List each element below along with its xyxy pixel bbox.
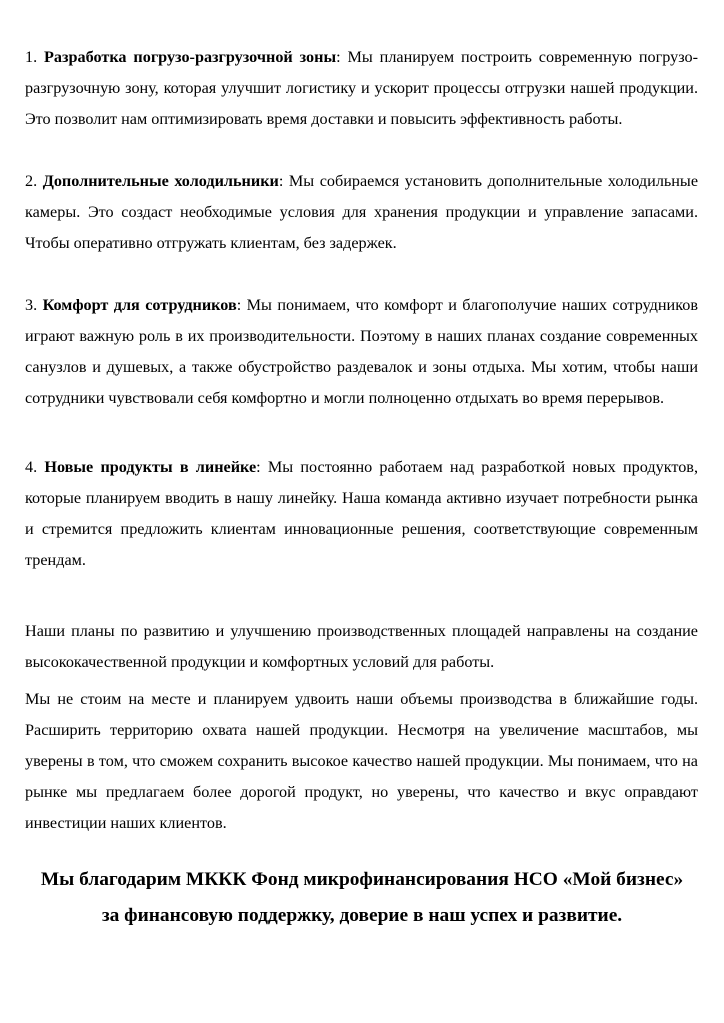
plan-item-number: 2. [25, 172, 38, 190]
thanks-statement [0, 862, 724, 934]
plan-item-text: : Мы постоянно работаем над разработкой новых продуктов, которые планируем вводить в нашу линейку. Наша команда активно изучает потребности рынка и стремится предложить клиентам инновационные решения, соответствующие современным трендам. [25, 458, 698, 569]
plan-item-3 [25, 290, 698, 414]
plan-item-title: Разработка погрузо-разгрузочной зоны [44, 48, 337, 66]
plan-item-1 [25, 42, 698, 135]
plan-item-title: Комфорт для сотрудников [42, 296, 237, 314]
document-body [25, 42, 698, 839]
outlook-paragraph: Мы не стоим на месте и планируем удвоить наши объемы производства в ближайшие годы. Расширить территорию охвата нашей продукции. Несмотря на увеличение масштабов, мы уверены в том, что сможем сохранить высокое качество нашей продукции. Мы понимаем, что на рынке мы предлагаем более дорогой продукт, но уверены, что качество и вкус оправдают инвестиции наших клиентов. [25, 690, 698, 832]
plan-item-text: : Мы собираемся установить дополнительные холодильные камеры. Это создаст необходимые условия для хранения продукции и управление запасами. Чтобы оперативно отгружать клиентам, без задержек. [25, 172, 698, 252]
plan-item-number: 3. [25, 296, 38, 314]
plan-item-title: Дополнительные холодильники [42, 172, 279, 190]
plan-item-text: : Мы понимаем, что комфорт и благополучие наших сотрудников играют важную роль в их производительности. Поэтому в наших планах создание современных санузлов и душевых, а также обустройство раздевалок и зоны отдыха. Мы хотим, чтобы наши сотрудники чувствовали себя комфортно и могли полноценно отдыхать во время перерывов. [25, 296, 698, 407]
plan-item-number: 1. [25, 48, 38, 66]
plan-item-title: Новые продукты в линейке [44, 458, 257, 476]
thanks-line-1: Мы благодарим МККК Фонд микрофинансирования НСО «Мой бизнес» [40, 869, 684, 890]
plan-item-2 [25, 166, 698, 259]
plan-item-text: : Мы планируем построить современную погрузо-разгрузочную зону, которая улучшит логистику и ускорит процессы отгрузки нашей продукции. Это позволит нам оптимизировать время доставки и повысить эффективность работы. [25, 48, 698, 128]
plan-item-4 [25, 452, 698, 576]
summary-paragraph: Наши планы по развитию и улучшению производственных площадей направлены на создание высококачественной продукции и комфортных условий для работы. [25, 622, 698, 671]
plan-item-number: 4. [25, 458, 38, 476]
thanks-line-2: за финансовую поддержку, доверие в наш успех и развитие. [101, 905, 623, 926]
